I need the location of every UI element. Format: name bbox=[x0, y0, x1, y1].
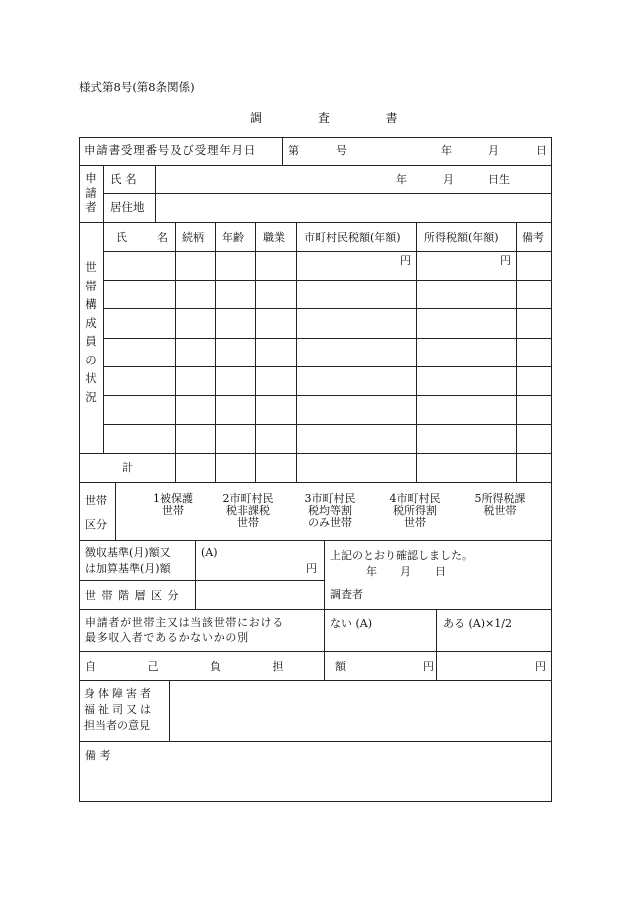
confirm-month: 月 bbox=[400, 565, 411, 578]
tier-label: 世 帯 階 層 区 分 bbox=[85, 589, 180, 602]
col-income-tax: 所得税額(年額) bbox=[424, 231, 499, 244]
col-occupation: 職業 bbox=[263, 231, 285, 244]
receipt-month: 月 bbox=[488, 144, 499, 157]
burden-yen-2: 円 bbox=[535, 660, 546, 673]
address-label: 居住地 bbox=[110, 200, 145, 214]
receipt-no-suffix: 号 bbox=[336, 144, 347, 157]
birth-month: 月 bbox=[443, 173, 454, 186]
income-tax-yen: 円 bbox=[500, 254, 511, 267]
max-income-label-1: 申請者が世帯主又は当該世帯における bbox=[85, 616, 284, 629]
max-income-label-2: 最多収入者であるかないかの別 bbox=[85, 631, 249, 644]
standard-label-2: は加算基準(月)額 bbox=[85, 562, 171, 575]
col-age: 年齢 bbox=[222, 231, 244, 244]
page-title: 調 査 書 bbox=[250, 111, 424, 125]
form-number: 様式第8号(第8条関係) bbox=[79, 80, 195, 94]
category-label-top: 世帯 bbox=[85, 494, 107, 507]
max-income-yes-option[interactable]: ある (A)×1/2 bbox=[443, 617, 512, 630]
receipt-label: 申請書受理番号及び受理年月日 bbox=[84, 143, 257, 157]
remarks-label: 備 考 bbox=[85, 749, 111, 762]
investigator-label: 調査者 bbox=[330, 588, 363, 601]
standard-yen: 円 bbox=[306, 562, 317, 575]
burden-label: 自 己 負 担 額 bbox=[85, 660, 370, 673]
opinion-field[interactable] bbox=[171, 682, 550, 740]
municipal-tax-yen: 円 bbox=[400, 254, 411, 267]
category-option-3[interactable]: 3市町村民 税均等割 のみ世帯 bbox=[304, 492, 356, 529]
total-label: 計 bbox=[122, 461, 133, 474]
col-name-1: 氏 bbox=[116, 231, 127, 244]
opinion-label-3: 担当者の意見 bbox=[84, 719, 150, 732]
category-option-2[interactable]: 2市町村民 税非課税 世帯 bbox=[222, 492, 274, 529]
category-option-1[interactable]: 1被保護 世帯 bbox=[153, 492, 193, 517]
standard-a-mark: (A) bbox=[201, 546, 218, 559]
max-income-no-option[interactable]: ない (A) bbox=[330, 617, 373, 630]
opinion-label-1: 身体障害者 bbox=[84, 687, 154, 700]
opinion-label-2: 福祉司又は bbox=[84, 703, 154, 716]
confirm-text: 上記のとおり確認しました。 bbox=[330, 549, 473, 562]
receipt-no-prefix: 第 bbox=[288, 144, 299, 157]
applicant-name-field[interactable] bbox=[156, 166, 386, 192]
confirm-day: 日 bbox=[435, 565, 446, 578]
receipt-year: 年 bbox=[441, 144, 452, 157]
birth-year: 年 bbox=[396, 173, 407, 186]
remarks-field[interactable] bbox=[81, 766, 550, 800]
applicant-name-label: 氏 名 bbox=[110, 172, 137, 186]
receipt-day: 日 bbox=[536, 144, 547, 157]
standard-label-1: 徴収基準(月)額又 bbox=[85, 546, 171, 559]
birth-day: 日生 bbox=[488, 173, 510, 186]
category-option-5[interactable]: 5所得税課 税世帯 bbox=[474, 492, 526, 517]
col-remarks: 備考 bbox=[522, 231, 544, 244]
category-label-bottom: 区分 bbox=[85, 518, 107, 531]
col-relation: 続柄 bbox=[182, 231, 204, 244]
household-group-label: 世 帯 構 成 員 の 状 況 bbox=[85, 260, 97, 404]
confirm-year: 年 bbox=[366, 565, 377, 578]
address-field[interactable] bbox=[156, 194, 550, 221]
col-name-2: 名 bbox=[157, 231, 168, 244]
applicant-group-label: 申 請 者 bbox=[85, 171, 97, 214]
burden-yen-1: 円 bbox=[423, 660, 434, 673]
category-option-4[interactable]: 4市町村民 税所得割 世帯 bbox=[389, 492, 441, 529]
col-municipal-tax: 市町村民税額(年額) bbox=[304, 231, 401, 244]
